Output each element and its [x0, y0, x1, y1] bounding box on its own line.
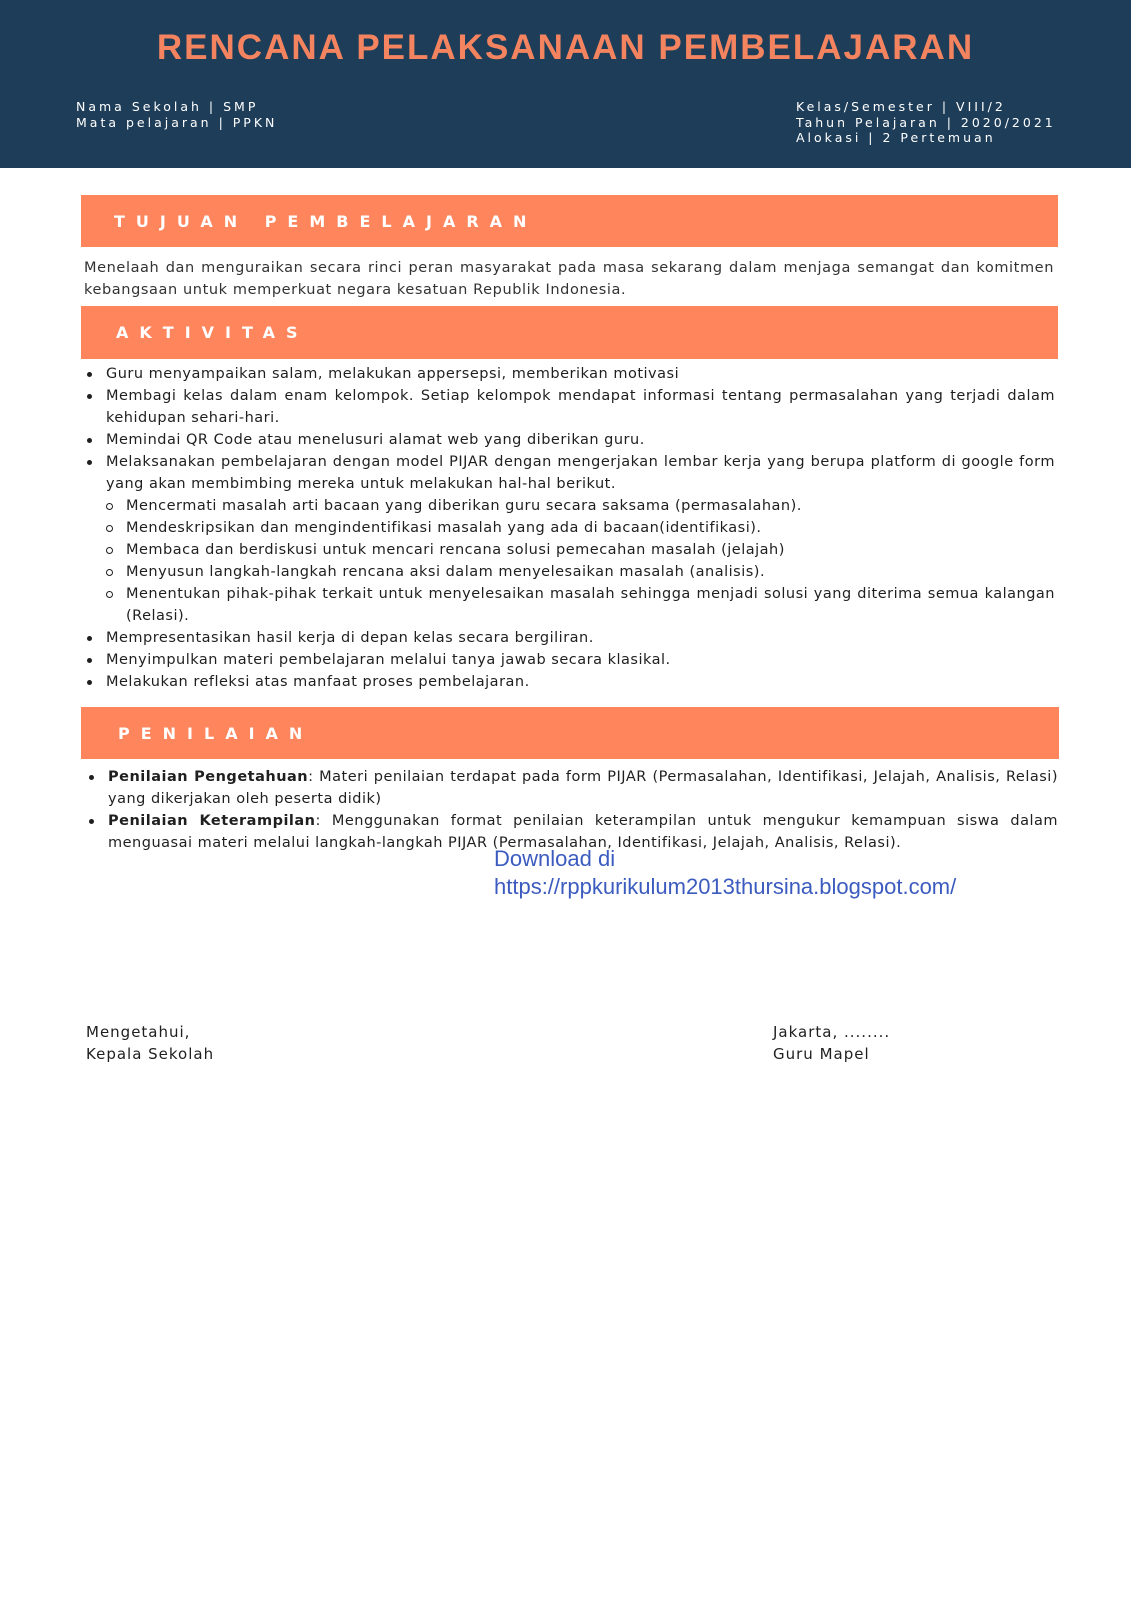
- sub-list-item: Membaca dan berdiskusi untuk mencari rencana solusi pemecahan masalah (jelajah): [84, 539, 1055, 561]
- assessment-list: [86, 766, 1058, 854]
- class-semester: Kelas/Semester | VIII/2: [796, 99, 1006, 114]
- list-item: Memindai QR Code atau menelusuri alamat web yang diberikan guru.: [84, 429, 1055, 451]
- assessment-label: Penilaian Keterampilan: [108, 813, 316, 829]
- signature-left-line2: Kepala Sekolah: [86, 1045, 215, 1063]
- activity-list: [84, 363, 1055, 693]
- list-item: Melakukan refleksi atas manfaat proses pembelajaran.: [84, 671, 1055, 693]
- list-item: Menyimpulkan materi pembelajaran melalui tanya jawab secara klasikal.: [84, 649, 1055, 671]
- subject-name: Mata pelajaran | PPKN: [76, 114, 278, 130]
- sub-list-item: Menentukan pihak-pihak terkait untuk menyelesaikan masalah sehingga menjadi solusi yang diterima semua kalangan (Relasi).: [84, 583, 1055, 627]
- download-url[interactable]: https://rppkurikulum2013thursina.blogspot.com/: [494, 874, 957, 899]
- time-allocation: Alokasi | 2 Pertemuan: [796, 130, 996, 145]
- list-item: Melaksanakan pembelajaran dengan model PIJAR dengan mengerjakan lembar kerja yang berupa platform di google form yang akan membimbing mereka untuk melakukan hal-hal berikut.: [84, 451, 1055, 495]
- academic-year: Tahun Pelajaran | 2020/2021: [796, 114, 1056, 130]
- section-heading-penilaian: PENILAIAN: [81, 707, 1059, 759]
- signature-right-line2: Guru Mapel: [773, 1045, 870, 1063]
- assessment-label: Penilaian Pengetahuan: [108, 769, 309, 785]
- signature-right: [773, 1021, 890, 1065]
- list-item: Mempresentasikan hasil kerja di depan kelas secara bergiliran.: [84, 627, 1055, 649]
- page-title: RENCANA PELAKSANAAN PEMBELAJARAN: [156, 28, 975, 67]
- signature-right-line1: Jakarta, ........: [773, 1023, 891, 1041]
- tujuan-text: Menelaah dan menguraikan secara rinci peran masyarakat pada masa sekarang dalam menjaga semangat dan komitmen kebangsaan untuk memperkuat negara kesatuan Republik Indonesia.: [84, 260, 1054, 298]
- assessment-text: : Materi penilaian terdapat pada form PIJAR (Permasalahan, Identifikasi, Jelajah, Analisis, Relasi) yang dikerjakan oleh peserta didik): [108, 769, 1058, 807]
- list-item: Membagi kelas dalam enam kelompok. Setiap kelompok mendapat informasi tentang permasalahan yang terjadi dalam kehidupan sehari-hari.: [84, 385, 1055, 429]
- list-item: Guru menyampaikan salam, melakukan appersepsi, memberikan motivasi: [84, 363, 1055, 385]
- signature-left-line1: Mengetahui,: [86, 1023, 191, 1041]
- assessment-knowledge: [86, 766, 1058, 810]
- section-heading-tujuan: TUJUAN PEMBELAJARAN: [81, 195, 1058, 247]
- sub-list-item: Mendeskripsikan dan mengindentifikasi masalah yang ada di bacaan(identifikasi).: [84, 517, 1055, 539]
- section-heading-aktivitas: AKTIVITAS: [81, 306, 1058, 359]
- download-watermark: [494, 845, 956, 901]
- document-header: [0, 0, 1131, 168]
- school-name: Nama Sekolah | SMP: [76, 99, 259, 114]
- sub-list-item: Mencermati masalah arti bacaan yang diberikan guru secara saksama (permasalahan).: [84, 495, 1055, 517]
- signature-left: [86, 1021, 214, 1065]
- sub-list-item: Menyusun langkah-langkah rencana aksi dalam menyelesaikan masalah (analisis).: [84, 561, 1055, 583]
- class-info: [796, 99, 1056, 146]
- download-label: Download di: [494, 846, 616, 871]
- assessment-text: : Menggunakan format penilaian keterampilan untuk mengukur kemampuan siswa dalam menguasai materi melalui langkah-langkah PIJAR (Permasalahan, Identifikasi, Jelajah, Analisis, Relasi).: [108, 813, 1058, 851]
- school-info: [76, 99, 277, 130]
